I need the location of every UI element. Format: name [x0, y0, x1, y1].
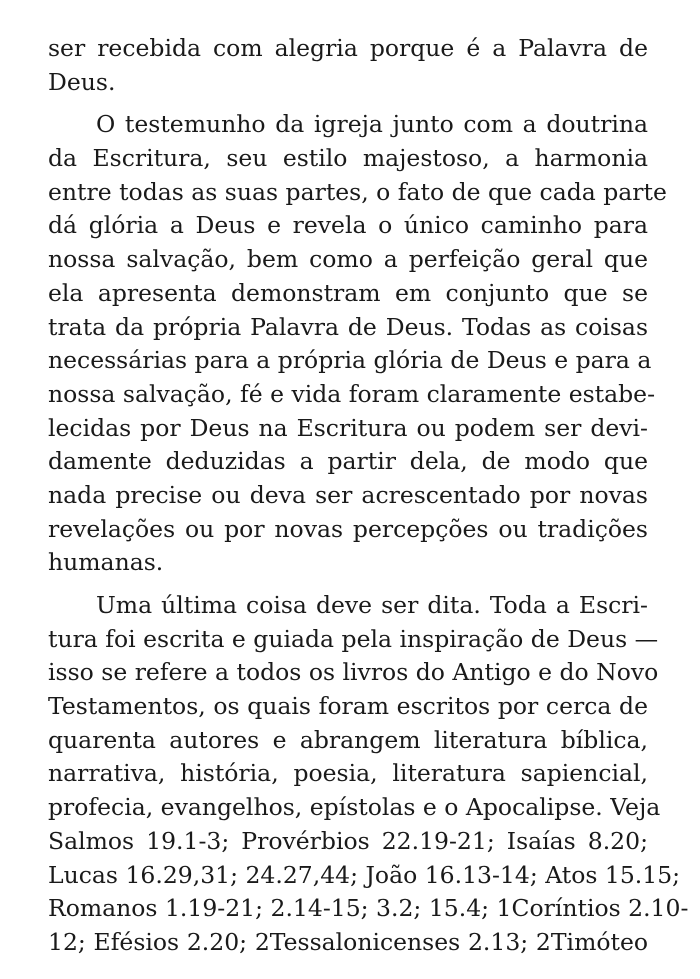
text-line: tura foi escrita e guiada pela inspiração de Deus — — [48, 624, 659, 653]
text-line: lecidas por Deus na Escritura ou podem ser devi- — [48, 413, 648, 442]
text-line: nada precise ou deva ser acrescentado por novas — [48, 480, 648, 509]
text-line: humanas. — [48, 548, 164, 577]
text-line: revelações ou por novas percepções ou tradições — [48, 514, 648, 543]
text-line: nossa salvação, fé e vida foram claramente estabe- — [48, 379, 656, 408]
body-text — [48, 32, 689, 960]
text-line: narrativa, história, poesia, literatura sapiencial, — [48, 759, 648, 788]
text-line: trata da própria Palavra de Deus. Todas as coisas — [48, 312, 648, 341]
paragraph — [48, 589, 689, 960]
text-line: Lucas 16.29,31; 24.27,44; João 16.13-14; Atos 15.15; — [48, 860, 681, 889]
text-line: damente deduzidas a partir dela, de modo que — [48, 447, 648, 476]
text-line: Testamentos, os quais foram escritos por cerca de — [48, 692, 648, 721]
paragraph-gap — [48, 580, 648, 589]
text-line: isso se refere a todos os livros do Antigo e do Novo — [48, 658, 659, 687]
text-line: Uma última coisa deve ser dita. Toda a Escri- — [96, 591, 648, 619]
text-line: 12; Efésios 2.20; 2Tessalonicenses 2.13; 2Timóteo — [48, 927, 648, 956]
text-line: profecia, evangelhos, epístolas e o Apocalipse. Veja — [48, 793, 661, 822]
text-line: dá glória a Deus e revela o único caminho para — [48, 211, 648, 240]
text-line: necessárias para a própria glória de Deus e para a — [48, 346, 652, 375]
text-line: da Escritura, seu estilo majestoso, a harmonia — [48, 144, 648, 173]
paragraph-gap — [48, 99, 648, 108]
text-line: O testemunho da igreja junto com a doutrina — [96, 110, 648, 139]
text-line: nossa salvação, bem como a perfeição geral que — [48, 245, 648, 274]
text-line: ser recebida com alegria porque é a Palavra de — [48, 34, 648, 62]
text-line: Deus. — [48, 67, 116, 96]
text-line: entre todas as suas partes, o fato de que cada parte — [48, 177, 667, 206]
text-line: Salmos 19.1-3; Provérbios 22.19-21; Isaías 8.20; — [48, 826, 648, 855]
text-line: ela apresenta demonstram em conjunto que se — [48, 278, 648, 307]
text-line: quarenta autores e abrangem literatura bíblica, — [48, 725, 648, 754]
text-line: Romanos 1.19-21; 2.14-15; 3.2; 15.4; 1Coríntios 2.10- — [48, 894, 689, 923]
paragraph — [48, 108, 667, 580]
paragraph — [48, 32, 648, 99]
